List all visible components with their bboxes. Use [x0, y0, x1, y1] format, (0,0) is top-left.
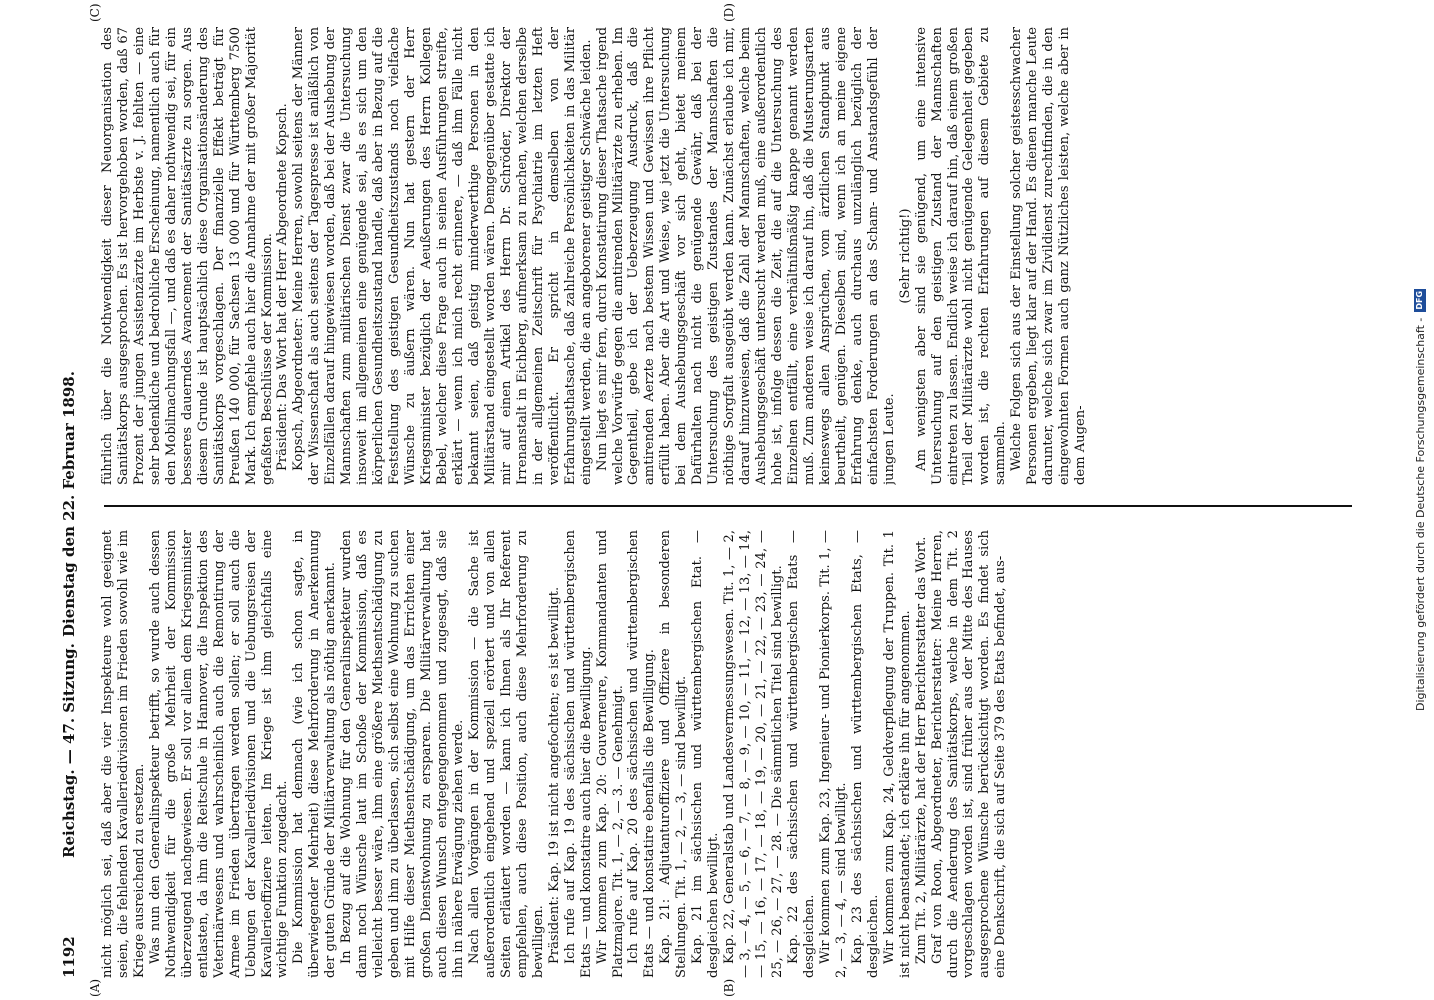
- dfg-logo: DFG: [1415, 290, 1424, 310]
- paragraph: Am wenigsten aber sind sie genügend, um eine intensive Untersuchung auf den geistigen Zustand der Mannschaften eintreten zu lassen. Endlich weise ich darauf hin, daß einem großen Theil der Militärärzte wohl nicht genügende Gelegenheit gegeben worden ist, die rechten Erfahrungen auf diesem Gebiete zu sammeln.: [913, 27, 1009, 485]
- paragraph: Nach allen Vorgängen in der Kommission — die Sache ist außerordentlich eingehend und speziell erörtert und von allen Seiten erläutert worden — kann ich Ihnen als Ihr Referent empfehlen, auch diese Position, auch diese Mehrforderung zu bewilligen.: [466, 530, 546, 978]
- paragraph: Die Kommission hat demnach (wie ich schon sagte, in überwiegender Mehrheit) diese Mehrforderung in Anerkennung der guten Gründe der Militärverwaltung als nöthig anerkannt.: [291, 530, 339, 978]
- column-divider: [104, 505, 1352, 507]
- paragraph: Welche Folgen sich aus der Einstellung solcher geistesschwacher Personen ergeben, liegt klar auf der Hand. Es dienen manche Leute darunter, welche sich zwar im Zivildienst zurechtfinden, die in den eingewohnten Formen auch ganz Nützliches leisten, welche aber in dem Augen-: [1009, 27, 1089, 485]
- paragraph: nicht möglich sei, daß aber die vier Inspekteure wohl geeignet seien, die fehlenden Kavalleriedivisionen im Frieden sowohl wie im Kriege ausreichend zu ersetzen.: [100, 530, 147, 978]
- page-number: 1192: [60, 936, 78, 978]
- column-left: [100, 530, 1355, 978]
- paragraph: In Bezug auf die Wohnung für den Generalinspekteur wurden dann noch Wünsche laut im Schoße der Kommission, daß es vielleicht besser wäre, ihm eine größere Miethsentschädigung zu geben und ihm zu überlassen, sich selbst eine Wohnung zu suchen mit Hilfe dieser Miethsentschädigung, um das Errichten einer großen Dienstwohnung zu ersparen. Die Militärverwaltung hat auch diesen Wunsch entgegengenommen und zugesagt, daß sie ihn in nähere Erwägung ziehen werde.: [339, 530, 466, 978]
- paragraph: führlich über die Nothwendigkeit dieser Neuorganisation des Sanitätskorps ausgesprochen. Es ist hervorgehoben worden, daß 67 Prozent der jungen Assistenzärzte im Herbste v. J. fehlten — eine sehr bedenkliche und bedrohliche Erscheinung, namentlich auch für den Mobilmachungsfall —, und daß es daher nothwendig sei, für ein besseres dauerndes Avancement der Sanitätsärzte zu sorgen. Aus diesem Grunde ist hauptsächlich diese Organisationsänderung des Sanitätskorps vorgeschlagen. Der finanzielle Effekt beträgt für Preußen 140 000, für Sachsen 13 000 und für Württemberg 7500 Mark. Ich empfehle auch hier die Annahme der mit großer Majorität gefaßten Beschlüsse der Kommission.: [100, 27, 275, 485]
- digitization-credit: [1408, 0, 1434, 1000]
- paragraph: Präsident: Das Wort hat der Herr Abgeordnete Kopsch.: [275, 103, 291, 471]
- paragraph: Kap. 23 des sächsischen und württembergischen Etats, — desgleichen.: [849, 530, 881, 978]
- paragraph: Nun liegt es mir fern, durch Konstatirung dieser Thatsache irgend welche Vorwürfe gegen die amtirenden Militärärzte zu erheben. Im Gegentheil, gebe ich der Ueberzeugung Ausdruck, daß die amtirenden Aerzte nach bestem Wissen und Gewissen ihre Pflicht erfüllt haben. Aber die Art und Weise, wie jetzt die Untersuchung bei dem Aushebungsgeschäft vor sich geht, bietet meinem Dafürhalten nach nicht die genügende Gewähr, daß bei der Untersuchung des geistigen Zustandes der Mannschaften die nöthige Sorgfalt ausgeübt werden kann. Zunächst erlaube ich mir, darauf hinzuweisen, daß die Zahl der Mannschaften, welche beim Aushebungsgeschäft untersucht werden muß, eine außerordentlich hohe ist, infolge dessen die Zeit, die auf die Untersuchung des Einzelnen entfällt, eine verhältnißmäßig knappe genannt werden muß. Zum anderen weise ich darauf hin, daß die Musterungsarten keineswegs allen Ansprüchen, vom ärztlichen Standpunkt aus beurtheilt, genügen. Dieselben sind, wenn ich an meine eigene Erfahrung denke, auch durchaus unzulänglich bezüglich der einfachsten Forderungen an das Scham- und Anstandsgefühl der jungen Leute.: [594, 27, 897, 485]
- credit-text: Digitalisierung gefördert durch die Deutsche Forschungsgemeinschaft -: [1414, 317, 1427, 712]
- page-header: [56, 30, 82, 978]
- margin-mark-c: (C): [88, 3, 102, 22]
- paragraph: Kap. 21 im sächsischen und württembergischen Etat. — desgleichen bewilligt.: [690, 530, 722, 978]
- paragraph: Wir kommen zum Kap. 23, Ingenieur- und Pionierkorps. Tit. 1, — 2, — 3, — 4, — sind bewilligt.: [817, 530, 849, 978]
- paragraph: Kap. 22 des sächsischen und württembergischen Etats — desgleichen.: [785, 530, 817, 978]
- paragraph: Präsident: Kap. 19 ist nicht angefochten; es ist bewilligt.: [546, 586, 562, 964]
- paragraph: Kap. 21: Adjutanturoffiziere und Offiziere in besonderen Stellungen. Tit. 1, — 2, — 3, — sind bewilligt.: [658, 530, 690, 978]
- paragraph: Wir kommen zum Kap. 24, Geldverpflegung der Truppen. Tit. 1 ist nicht beanstandet; ich erkläre ihn für angenommen.: [881, 530, 913, 978]
- margin-mark-b: (B): [722, 978, 736, 997]
- margin-mark-a: (A): [88, 978, 102, 997]
- header-date: Dienstag den 22. Februar 1898.: [60, 371, 78, 637]
- paragraph-interjection: (Sehr richtig!): [897, 208, 913, 304]
- paragraph: Ich rufe auf Kap. 19 des sächsischen und württembergischen Etats — und konstatire auch hier die Bewilligung.: [562, 530, 594, 978]
- paragraph: Ich rufe auf Kap. 20 des sächsischen und württembergischen Etats — und konstatire ebenfalls die Bewilligung.: [626, 530, 658, 978]
- header-session: Reichstag. — 47. Sitzung.: [60, 643, 78, 858]
- paragraph: Graf von Roon, Abgeordneter, Berichterstatter: Meine Herren, durch die Aenderung des Sanitätskorps, welche in dem Tit. 2 vorgeschlagen worden ist, sind früher aus der Mitte des Hauses ausgesprochene Wünsche berücksichtigt worden. Es findet sich eine Denkschrift, die sich auf Seite 379 des Etats befindet, aus-: [929, 530, 1009, 978]
- paragraph: Kopsch, Abgeordneter: Meine Herren, sowohl seitens der Männer der Wissenschaft als auch seitens der Tagespresse ist anläßlich von Einzelfällen darauf hingewiesen worden, daß bei der Aushebung der Mannschaften zum militärischen Dienst zwar die Untersuchung insoweit im allgemeinen eine genügende sei, als es sich um den körperlichen Gesundheitszustand handle, daß aber in Bezug auf die Feststellung des geistigen Gesundheitszustands noch vielfache Wünsche zu äußern wären. Nun hat gestern der Herr Kriegsminister bezüglich der Aeußerungen des Herrn Kollegen Bebel, welcher diese Frage auch in seinen Ausführungen streifte, erklärt — wenn ich mich recht erinnere, — daß ihm Fälle nicht bekannt seien, daß geistig minderwerthige Personen in den Militärstand eingestellt worden wären. Demgegenüber gestatte ich mir auf einen Artikel des Herrn Dr. Schröder, Direktor der Irrenanstalt in Eichberg, aufmerksam zu machen, welchen derselbe in der allgemeinen Zeitschrift für Psychiatrie im letzten Heft veröffentlicht. Er spricht in demselben von der Erfahrungsthatsache, daß zahlreiche Persönlichkeiten in das Militär eingestellt werden, die an angeborener geistiger Schwäche leiden.: [291, 27, 594, 485]
- paragraph: Kap. 22, Generalstab und Landesvermessungswesen. Tit. 1, — 2, — 3, — 4, — 5, — 6, — 7, — 8, — 9, — 10, — 11, — 12, — 13, — 14, — 15, — 16, — 17, — 18, — 19, — 20, — 21, — 22, — 23, — 24, — 25, — 26, — 27, — 28. — Die sämmtlichen Titel sind bewilligt.: [722, 530, 786, 978]
- paragraph: Wir kommen zum Kap. 20: Gouverneure, Kommandanten und Platzmajore. Tit. 1, — 2, — 3. — Genehmigt.: [594, 530, 626, 978]
- paragraph: Zum Tit. 2, Militärärzte, hat der Herr Berichterstatter das Wort.: [913, 536, 929, 964]
- margin-mark-d: (D): [722, 3, 736, 22]
- column-right: [100, 27, 1355, 485]
- paragraph: Was nun den Generalinspekteur betrifft, so wurde auch dessen Nothwendigkeit für die große Mehrheit der Kommission überzeugend nachgewiesen. Er soll vor allem dem Kriegsminister entlasten, da ihm die Reitschule in Hannover, die Inspektion des Veterinärwesens und wahrscheinlich auch die Remontirung der Armee im Frieden übertragen werden sollen; er soll auch die Uebungen der Kavalleriedivisionen und die Uebungsreisen der Kavallerieoffiziere leiten. Im Kriege ist ihm gleichfalls eine wichtige Funktion zugedacht.: [147, 530, 291, 978]
